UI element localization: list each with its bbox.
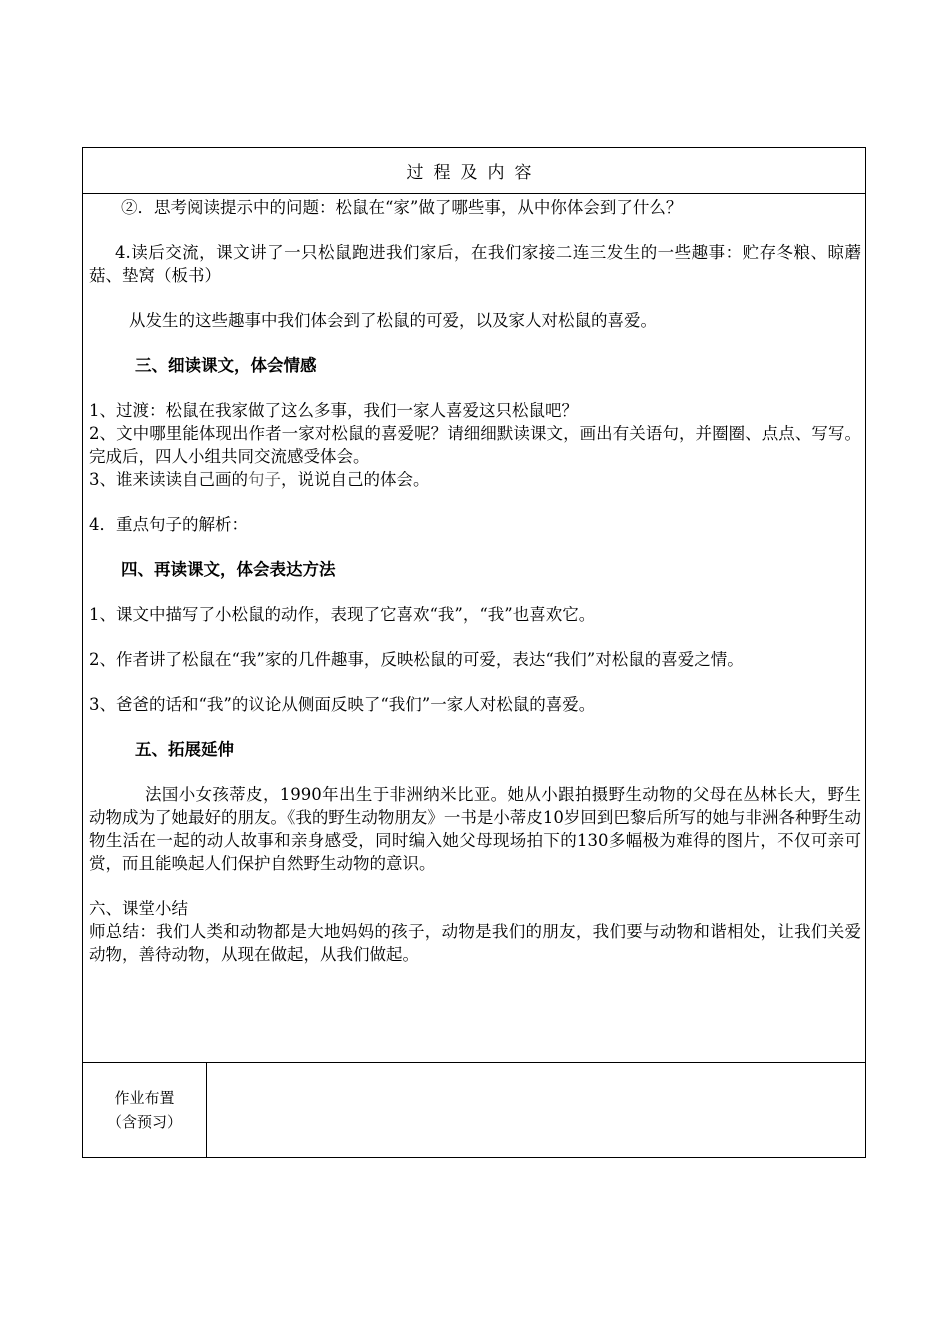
paragraph: 1、过渡：松鼠在我家做了这么多事，我们一家人喜爱这只松鼠吧？ [89,401,578,420]
lesson-content [89,196,861,966]
section-heading: 五、拓展延伸 [135,740,234,759]
paragraph: 3、谁来读读自己画的句子，说说自己的体会。 [89,470,430,489]
table-header: 过程及内容 [406,163,542,183]
paragraph: 2、文中哪里能体现出作者一家对松鼠的喜爱呢？请细细默读课文，画出有关语句，并圈圈、点点、写写。完成后，四人小组共同交流感受体会。 [89,424,861,466]
paragraph: 3、爸爸的话和“我”的议论从侧面反映了“我们”一家人对松鼠的喜爱。 [89,695,596,714]
paragraph: 2、作者讲了松鼠在“我”家的几件趣事，反映松鼠的可爱，表达“我们”对松鼠的喜爱之情。 [89,650,744,669]
lesson-table [82,147,866,1158]
paragraph: ②．思考阅读提示中的问题：松鼠在“家”做了哪些事，从中你体会到了什么？ [121,198,683,217]
section-heading: 六、课堂小结 [89,899,188,918]
paragraph: 师总结：我们人类和动物都是大地妈妈的孩子，动物是我们的朋友，我们要与动物和谐相处，让我们关爱动物，善待动物，从现在做起，从我们做起。 [89,922,861,964]
paragraph: 1、课文中描写了小松鼠的动作，表现了它喜欢“我”，“我”也喜欢它。 [89,605,596,624]
homework-label-line2: （含预习） [106,1113,182,1131]
homework-column-divider [206,1062,207,1158]
paragraph: 从发生的这些趣事中我们体会到了松鼠的可爱，以及家人对松鼠的喜爱。 [129,311,657,330]
paragraph: 4．重点句子的解析： [89,515,248,534]
section-heading: 四、再读课文，体会表达方法 [121,560,336,579]
homework-label-line1: 作业布置 [114,1089,175,1107]
paragraph: 4.读后交流，课文讲了一只松鼠跑进我们家后，在我们家接二连三发生的一些趣事：贮存冬粮、晾蘑菇、垫窝（板书） [89,243,861,285]
homework-label [83,1062,206,1158]
section-heading: 三、细读课文，体会情感 [135,356,317,375]
header-divider [83,193,865,194]
paragraph: 法国小女孩蒂皮，1990年出生于非洲纳米比亚。她从小跟拍摄野生动物的父母在丛林长大，野生动物成为了她最好的朋友。《我的野生动物朋友》一书是小蒂皮10岁回到巴黎后所写的她与非洲各种野生动物生活在一起的动人故事和亲身感受，同时编入她父母现场拍下的130多幅极为难得的图片，不仅可亲可赏，而且能唤起人们保护自然野生动物的意识。 [89,785,861,873]
